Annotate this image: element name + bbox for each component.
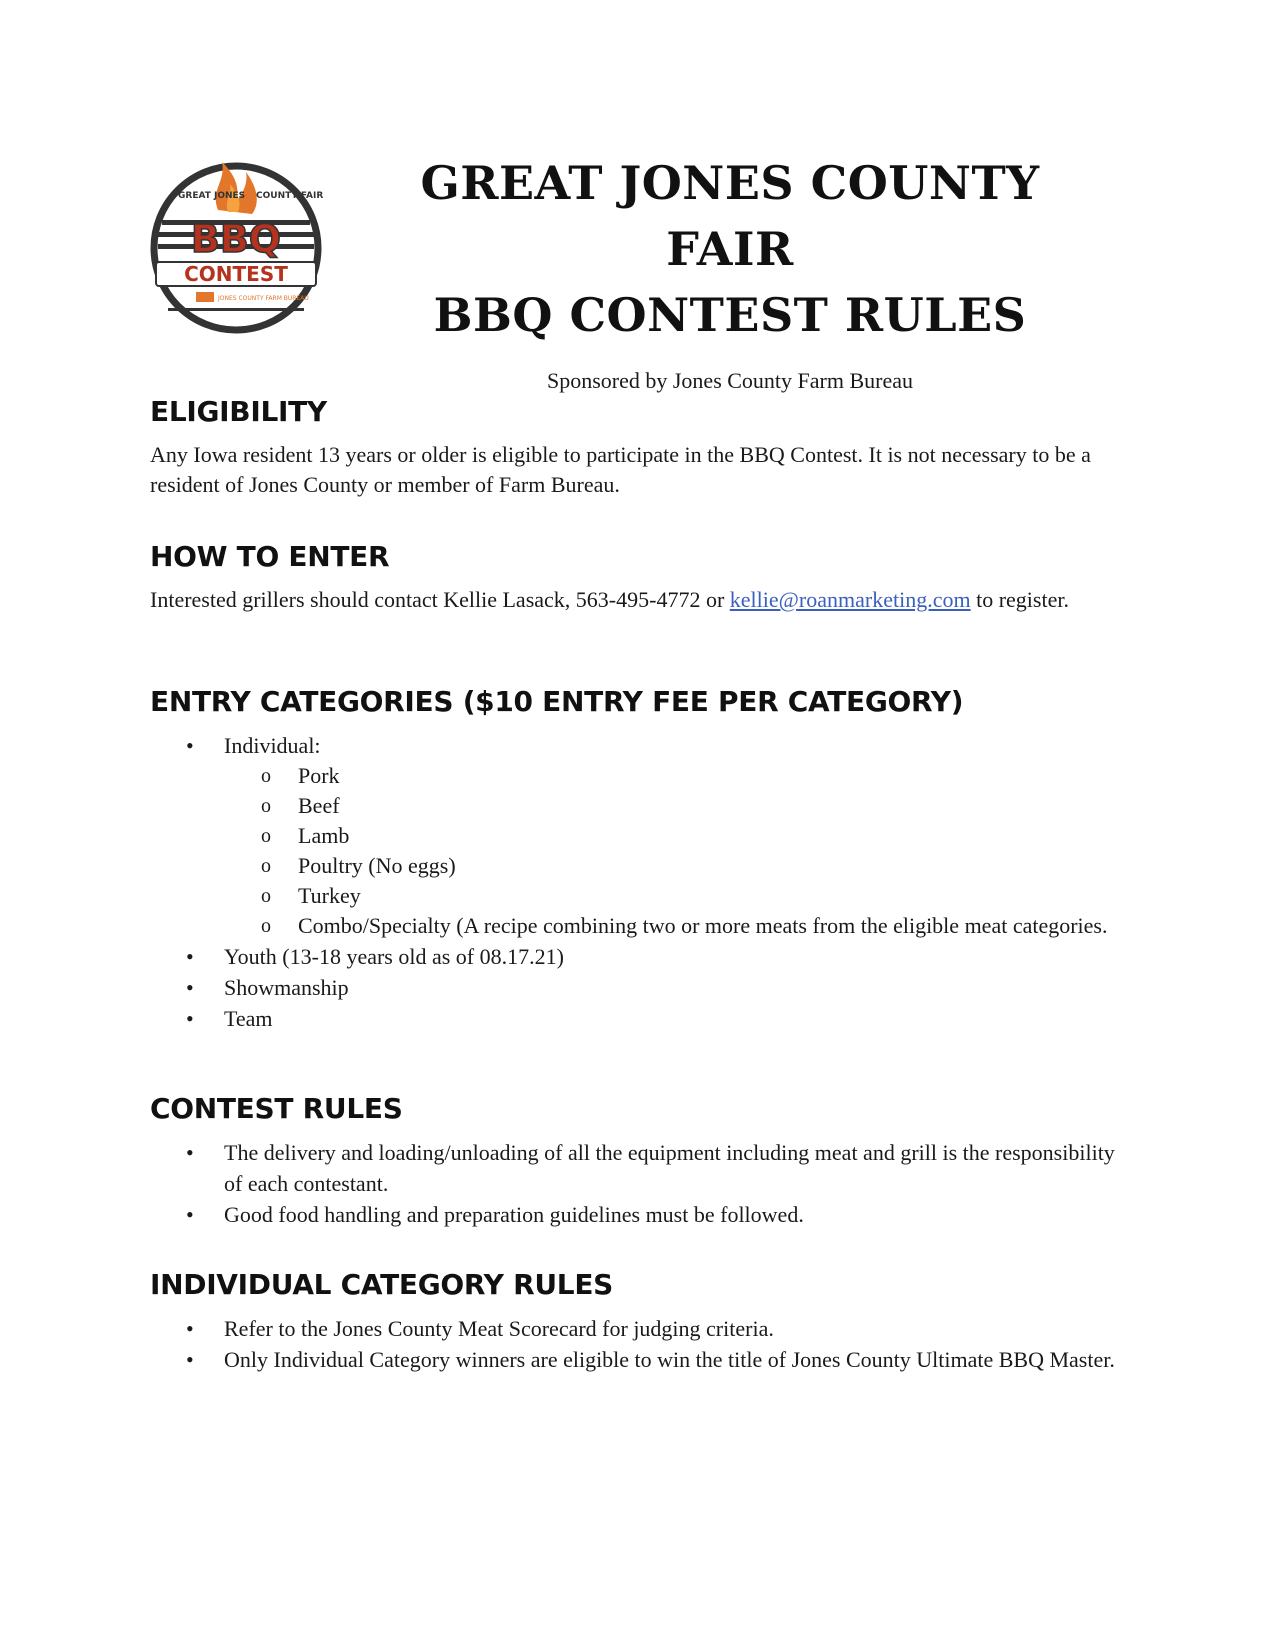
how-to-enter-section (150, 540, 1130, 615)
list-item: o Lamb (224, 821, 1130, 851)
list-item: o Poultry (No eggs) (224, 851, 1130, 881)
list-item: o Pork (224, 761, 1130, 791)
list-item: • Refer to the Jones County Meat Scorecard for judging criteria. (150, 1313, 1130, 1344)
contest-rules-section (150, 1092, 1130, 1230)
logo-text-top-left: GREAT JONES (178, 191, 246, 201)
page-title-line-2: BBQ CONTEST RULES (433, 288, 1027, 342)
individual-category-rules-heading: INDIVIDUAL CATEGORY RULES (150, 1268, 614, 1301)
contest-rules-list (150, 1137, 1130, 1230)
eligibility-section (150, 395, 1130, 500)
how-to-enter-text-after: to register. (970, 587, 1069, 612)
entry-categories-list (150, 730, 1130, 1034)
bbq-contest-logo (148, 148, 328, 338)
email-link[interactable]: kellie@roanmarketing.com (729, 587, 971, 612)
individual-category-rules-list (150, 1313, 1130, 1375)
contest-rules-heading: CONTEST RULES (150, 1092, 403, 1125)
list-item: o Beef (224, 791, 1130, 821)
list-item: o Combo/Specialty (A recipe combining two or more meats from the eligible meat categories. (224, 911, 1130, 941)
entry-categories-heading: ENTRY CATEGORIES ($10 ENTRY FEE PER CATEGORY) (150, 685, 964, 718)
list-item: • Showmanship (150, 972, 1130, 1003)
how-to-enter-text-before: Interested grillers should contact Kellie Lasack, 563-495-4772 or (150, 587, 730, 612)
individual-category-rules-section (150, 1268, 1130, 1375)
individual-sublist (224, 761, 1130, 941)
individual-label: Individual: (224, 733, 321, 758)
list-item: • Only Individual Category winners are eligible to win the title of Jones County Ultimate BBQ Master. (150, 1344, 1130, 1375)
how-to-enter-text (150, 585, 1130, 615)
how-to-enter-heading: HOW TO ENTER (150, 540, 390, 573)
logo-text-main: BBQ (190, 217, 282, 261)
page-title-line-1: GREAT JONES COUNTY FAIR (420, 156, 1040, 276)
list-item-individual (150, 730, 1130, 941)
sponsor-subtitle: Sponsored by Jones County Farm Bureau (546, 368, 914, 393)
logo-text-top-right: COUNTY FAIR (256, 191, 324, 201)
list-item: • Youth (13-18 years old as of 08.17.21) (150, 941, 1130, 972)
title-block (360, 150, 1100, 394)
list-item: • Good food handling and preparation guidelines must be followed. (150, 1199, 1130, 1230)
list-item: • Team (150, 1003, 1130, 1034)
eligibility-text: Any Iowa resident 13 years or older is eligible to participate in the BBQ Contest. It is not necessary to be a resident of Jones County or member of Farm Bureau. (150, 442, 1091, 497)
list-item: • The delivery and loading/unloading of all the equipment including meat and grill is the responsibility of each contestant. (150, 1137, 1130, 1199)
entry-categories-section (150, 685, 1130, 1034)
logo-text-sponsor: JONES COUNTY FARM BUREAU (218, 295, 309, 302)
eligibility-heading: ELIGIBILITY (150, 395, 327, 428)
logo-text-sub: CONTEST (184, 262, 288, 286)
list-item: o Turkey (224, 881, 1130, 911)
